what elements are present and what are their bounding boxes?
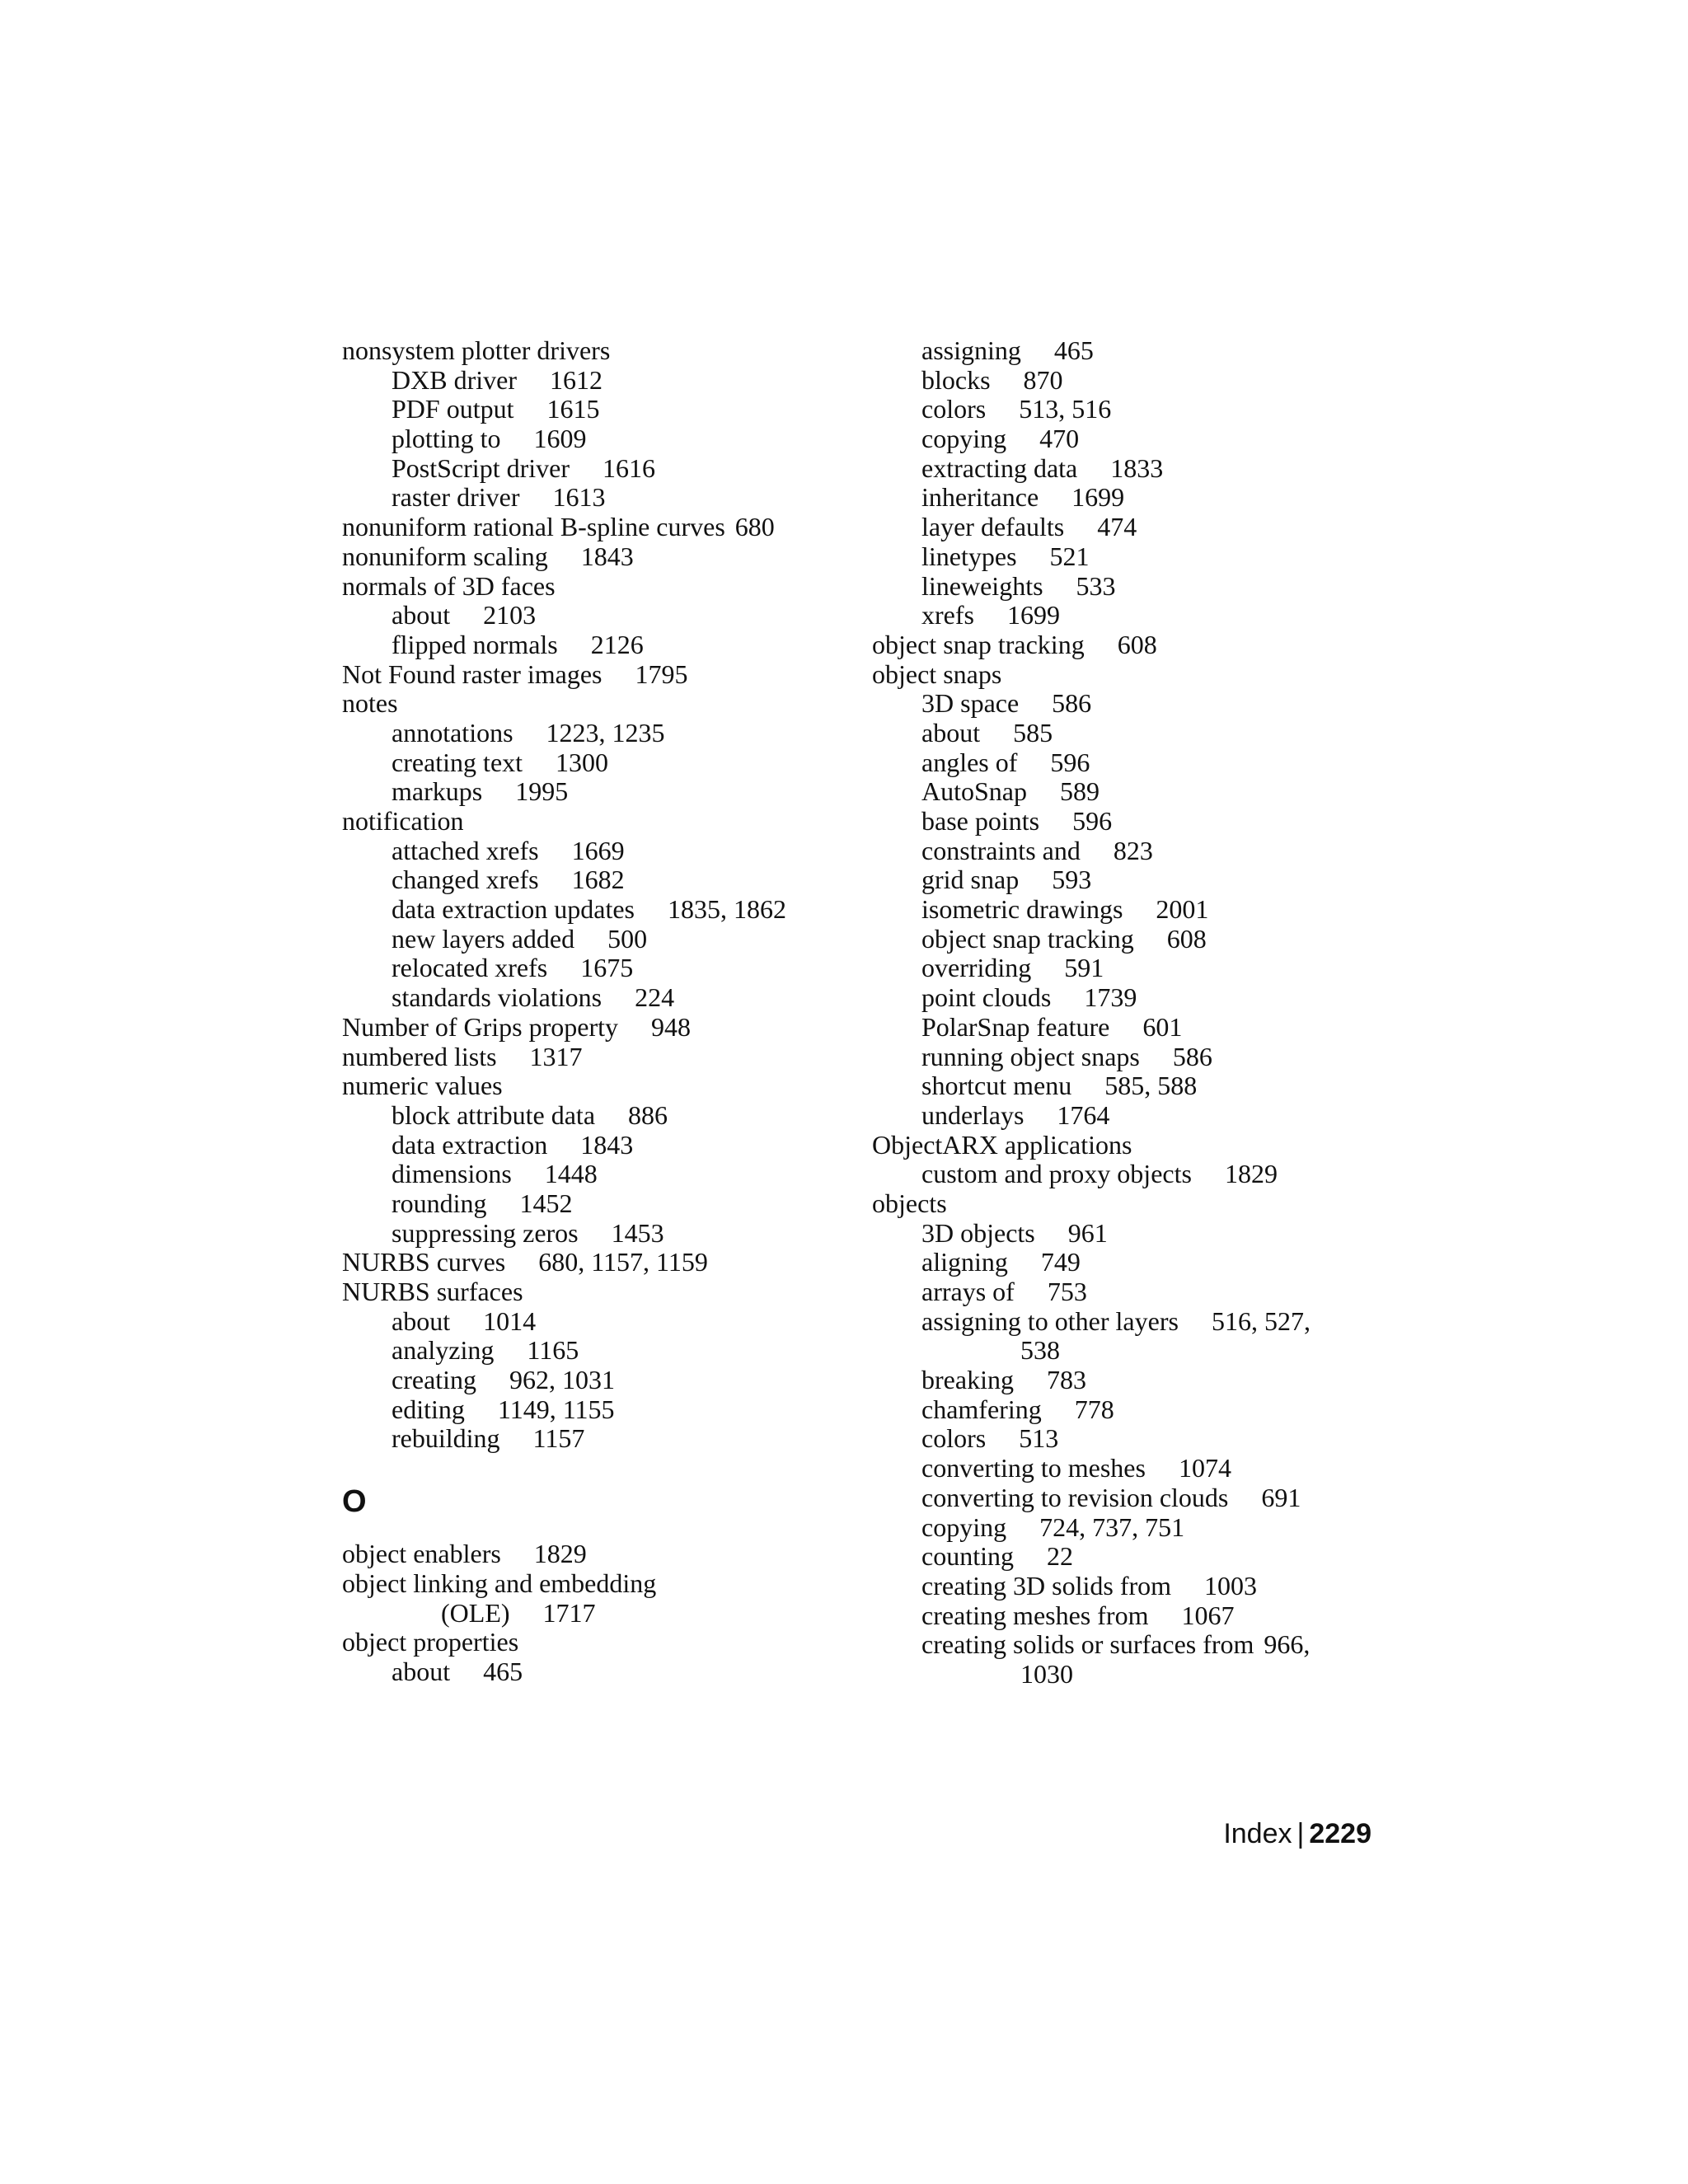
- index-term: annotations: [392, 717, 513, 748]
- index-term: about: [392, 1305, 451, 1336]
- index-page-refs: 2001: [1156, 894, 1209, 925]
- index-term: creating 3D solids from: [921, 1570, 1172, 1601]
- index-term: PolarSnap feature: [921, 1011, 1110, 1042]
- index-page-refs: 680, 1157, 1159: [538, 1247, 708, 1277]
- index-term: AutoSnap: [921, 776, 1027, 807]
- index-page-refs: 1843: [580, 1129, 634, 1160]
- index-page-refs: 596: [1050, 747, 1090, 777]
- index-subentry: [872, 1160, 1367, 1189]
- index-term: object snap tracking: [872, 629, 1085, 659]
- index-subentry: [342, 865, 853, 895]
- index-term: data extraction: [392, 1129, 548, 1160]
- index-term: NURBS curves: [342, 1247, 506, 1277]
- index-page-refs: 1615: [546, 394, 600, 424]
- index-subentry: [342, 454, 853, 484]
- index-page-refs: 680: [734, 512, 775, 542]
- index-page-refs: 465: [1053, 335, 1094, 365]
- index-page-refs: 1300: [556, 747, 609, 777]
- index-term: plotting to: [392, 424, 501, 454]
- index-page-refs: 1157: [532, 1423, 585, 1454]
- index-page-refs: 513: [1019, 1423, 1059, 1454]
- index-subentry: [342, 748, 853, 778]
- index-term: aligning: [921, 1247, 1008, 1277]
- index-page-refs: 465: [483, 1656, 523, 1686]
- index-term: extracting data: [921, 452, 1078, 483]
- index-entry: [342, 660, 853, 690]
- index-page-refs: 2126: [590, 629, 644, 659]
- index-term: numeric values: [342, 1071, 503, 1101]
- index-subentry: [342, 483, 853, 513]
- index-subentry: [342, 925, 853, 954]
- index-page-refs: 870: [1023, 364, 1063, 395]
- index-subentry: [872, 601, 1367, 630]
- index-page-refs: 1613: [552, 482, 606, 513]
- index-page-refs: 521: [1049, 541, 1090, 571]
- index-subentry: [872, 865, 1367, 895]
- index-page-refs: 1003: [1204, 1570, 1258, 1601]
- index-term: object snap tracking: [921, 923, 1134, 954]
- page-number: 2229: [1309, 1818, 1372, 1849]
- index-page-refs: 1609: [533, 424, 587, 454]
- index-page-refs: 608: [1166, 923, 1207, 954]
- index-term: DXB driver: [392, 364, 517, 395]
- index-term: PostScript driver: [392, 452, 570, 483]
- index-subentry: [872, 1424, 1367, 1454]
- index-subentry: [872, 1071, 1367, 1101]
- index-term: nonuniform scaling: [342, 541, 548, 571]
- index-subentry: [342, 630, 853, 660]
- index-term: linetypes: [921, 541, 1017, 571]
- index-term: nonsystem plotter drivers: [342, 335, 611, 365]
- index-page-refs: 1829: [1224, 1159, 1278, 1189]
- index-term: base points: [921, 806, 1040, 836]
- index-term: breaking: [921, 1365, 1014, 1395]
- index-page-refs: 724, 737, 751: [1039, 1511, 1185, 1542]
- index-term: relocated xrefs: [392, 953, 548, 983]
- index-term: custom and proxy objects: [921, 1159, 1192, 1189]
- index-subentry: [872, 983, 1367, 1013]
- index-subentry: [872, 1601, 1367, 1631]
- index-term: object enablers: [342, 1539, 501, 1569]
- index-term: normals of 3D faces: [342, 570, 556, 601]
- index-subentry: [872, 1013, 1367, 1043]
- index-page-refs: 1699: [1006, 600, 1060, 630]
- index-subentry: [872, 837, 1367, 866]
- index-subentry: [872, 719, 1367, 748]
- index-page-refs: 1448: [544, 1159, 598, 1189]
- index-subentry: [872, 925, 1367, 954]
- index-page-refs: 601: [1142, 1011, 1183, 1042]
- index-page-refs-continued: 1030: [1020, 1658, 1073, 1689]
- index-term: attached xrefs: [392, 835, 539, 865]
- index-term: suppressing zeros: [392, 1217, 579, 1248]
- index-page-refs: 961: [1067, 1217, 1108, 1248]
- index-page-refs: 1829: [533, 1539, 587, 1569]
- index-subentry: [872, 1277, 1367, 1307]
- index-column-right: [872, 336, 1367, 1690]
- index-term: converting to meshes: [921, 1453, 1146, 1483]
- index-page-refs: 783: [1046, 1365, 1086, 1395]
- index-subentry: [872, 1248, 1367, 1277]
- index-term: copying: [921, 1511, 1007, 1542]
- index-entry: [342, 336, 853, 366]
- index-subentry: [342, 1131, 853, 1160]
- index-page-refs: 513, 516: [1019, 394, 1112, 424]
- footer-separator: |: [1296, 1818, 1305, 1849]
- index-entry: [342, 1248, 853, 1277]
- index-term: object snaps: [872, 658, 1002, 689]
- index-subentry: [872, 336, 1367, 366]
- index-subentry: [342, 366, 853, 396]
- index-subentry: [342, 424, 853, 454]
- index-term: assigning to other layers: [921, 1305, 1179, 1336]
- index-page-refs: 586: [1052, 688, 1092, 719]
- index-page-refs: 1833: [1110, 452, 1164, 483]
- index-subentry: [342, 1424, 853, 1454]
- index-page-refs: 589: [1060, 776, 1100, 807]
- index-page-refs: 1717: [542, 1597, 596, 1628]
- index-term: objects: [872, 1188, 947, 1218]
- index-subentry: [872, 424, 1367, 454]
- index-entry: [342, 1569, 853, 1628]
- index-term: creating meshes from: [921, 1600, 1149, 1630]
- index-page-refs: 1317: [529, 1041, 583, 1071]
- index-term: analyzing: [392, 1335, 495, 1366]
- index-page-refs: 596: [1072, 806, 1113, 836]
- index-subentry: [342, 1101, 853, 1131]
- index-column-left: [342, 336, 853, 1687]
- index-term: NURBS surfaces: [342, 1277, 523, 1306]
- index-term: constraints and: [921, 835, 1081, 865]
- index-subentry: [872, 1366, 1367, 1395]
- index-term: running object snaps: [921, 1041, 1140, 1071]
- index-term: angles of: [921, 747, 1018, 777]
- index-subentry: [872, 1454, 1367, 1483]
- index-page-refs: 585: [1013, 717, 1053, 748]
- index-term: standards violations: [392, 982, 603, 1013]
- index-page-refs: 586: [1172, 1041, 1212, 1071]
- index-term: numbered lists: [342, 1041, 497, 1071]
- index-term: editing: [392, 1394, 465, 1424]
- index-term: PDF output: [392, 394, 514, 424]
- index-entry: [872, 1131, 1367, 1160]
- index-term: creating: [392, 1365, 477, 1395]
- index-term: markups: [392, 776, 483, 807]
- index-subentry: [872, 513, 1367, 542]
- index-term: nonuniform rational B-spline curves: [342, 512, 725, 542]
- index-subentry: [342, 895, 853, 925]
- index-page-refs: 22: [1046, 1541, 1073, 1572]
- index-subentry: [342, 395, 853, 424]
- index-subentry: [342, 837, 853, 866]
- index-page-refs: 1453: [611, 1217, 664, 1248]
- index-page-refs: 470: [1039, 424, 1080, 454]
- index-page-refs: 1995: [515, 776, 569, 807]
- index-term: 3D objects: [921, 1217, 1035, 1248]
- index-page-refs: 1165: [527, 1335, 579, 1366]
- index-subentry: [872, 454, 1367, 484]
- index-subentry: [342, 1395, 853, 1425]
- index-page-refs: 778: [1074, 1394, 1114, 1424]
- index-subentry: [872, 777, 1367, 807]
- index-entry: [342, 572, 853, 602]
- index-subentry: [872, 1101, 1367, 1131]
- index-subentry: [872, 572, 1367, 602]
- index-term: about: [392, 600, 451, 630]
- index-term: creating solids or surfaces from: [921, 1629, 1254, 1660]
- index-page-refs: 585, 588: [1104, 1071, 1198, 1101]
- index-entry: [872, 630, 1367, 660]
- index-page-refs: 749: [1040, 1247, 1081, 1277]
- footer-label: Index: [1223, 1818, 1292, 1849]
- index-page-refs: 1452: [519, 1188, 573, 1218]
- index-subentry: [342, 1307, 853, 1337]
- index-page-refs: 1014: [483, 1305, 537, 1336]
- page-footer: [1223, 1818, 1372, 1850]
- index-page-refs: 962, 1031: [509, 1365, 616, 1395]
- index-term: new layers added: [392, 923, 575, 954]
- index-entry: [872, 1189, 1367, 1219]
- index-term: data extraction updates: [392, 894, 635, 925]
- index-term: Number of Grips property: [342, 1011, 619, 1042]
- index-page-refs: 224: [635, 982, 675, 1013]
- index-term: flipped normals: [392, 629, 558, 659]
- index-term: about: [921, 717, 981, 748]
- index-term: raster driver: [392, 482, 520, 513]
- index-page-refs: 1067: [1181, 1600, 1235, 1630]
- index-term: underlays: [921, 1099, 1025, 1130]
- index-term: arrays of: [921, 1277, 1015, 1306]
- index-entry: [342, 542, 853, 572]
- index-page-refs: 1764: [1057, 1099, 1110, 1130]
- index-subentry: [872, 483, 1367, 513]
- index-term: point clouds: [921, 982, 1052, 1013]
- index-term: lineweights: [921, 570, 1043, 601]
- index-page-refs-continued: 538: [1020, 1335, 1060, 1366]
- index-term: converting to revision clouds: [921, 1482, 1229, 1512]
- index-term: shortcut menu: [921, 1071, 1072, 1101]
- index-subentry: [872, 1043, 1367, 1072]
- index-page-refs: 1616: [602, 452, 655, 483]
- index-term: colors: [921, 394, 987, 424]
- index-term: layer defaults: [921, 512, 1065, 542]
- index-term: object properties: [342, 1627, 519, 1657]
- index-term: copying: [921, 424, 1007, 454]
- index-subentry: [872, 689, 1367, 719]
- index-subentry: [872, 395, 1367, 424]
- index-subentry: [342, 1657, 853, 1687]
- index-page-refs: 593: [1052, 865, 1092, 895]
- index-page-refs: 1223, 1235: [546, 717, 665, 748]
- index-entry: [342, 1277, 853, 1307]
- index-page-refs: 474: [1097, 512, 1137, 542]
- index-term: object linking and embedding: [342, 1568, 657, 1598]
- index-subentry: [342, 1366, 853, 1395]
- index-term: changed xrefs: [392, 865, 539, 895]
- index-page-refs: 886: [628, 1099, 668, 1130]
- index-subentry: [872, 748, 1367, 778]
- index-subentry: [872, 954, 1367, 983]
- index-term: dimensions: [392, 1159, 512, 1189]
- index-term: blocks: [921, 364, 991, 395]
- index-subentry: [872, 1542, 1367, 1572]
- index-term: grid snap: [921, 865, 1020, 895]
- index-subentry: [872, 1307, 1367, 1366]
- index-term: rebuilding: [392, 1423, 500, 1454]
- index-subentry: [342, 719, 853, 748]
- index-page-refs: 753: [1047, 1277, 1087, 1306]
- index-entry: [342, 1540, 853, 1569]
- index-page-refs: 948: [651, 1011, 692, 1042]
- index-page-refs: 1682: [571, 865, 625, 895]
- index-term: xrefs: [921, 600, 974, 630]
- index-subentry: [872, 807, 1367, 837]
- index-subentry: [872, 1219, 1367, 1249]
- index-page-refs: 1074: [1178, 1453, 1231, 1483]
- index-term: about: [392, 1656, 451, 1686]
- index-page-refs: 591: [1064, 953, 1104, 983]
- index-page-refs: 516, 527,: [1211, 1305, 1311, 1336]
- index-term: colors: [921, 1423, 987, 1454]
- index-page-refs: 823: [1113, 835, 1153, 865]
- index-entry: [342, 513, 853, 542]
- index-page-refs: 966,: [1264, 1629, 1311, 1660]
- index-entry: [342, 1071, 853, 1101]
- index-page-refs: 1835, 1862: [667, 894, 786, 925]
- index-term-continued: (OLE): [441, 1597, 510, 1628]
- index-page-refs: 1675: [580, 953, 634, 983]
- index-term: block attribute data: [392, 1099, 596, 1130]
- index-subentry: [872, 1483, 1367, 1513]
- index-subentry: [342, 777, 853, 807]
- index-entry: [342, 1628, 853, 1657]
- index-term: rounding: [392, 1188, 487, 1218]
- index-subentry: [872, 366, 1367, 396]
- index-page-refs: 1843: [580, 541, 634, 571]
- index-term: creating text: [392, 747, 523, 777]
- index-entry: [342, 1043, 853, 1072]
- index-page-refs: 691: [1261, 1482, 1301, 1512]
- index-term: 3D space: [921, 688, 1020, 719]
- index-subentry: [872, 1395, 1367, 1425]
- index-page-refs: 1669: [571, 835, 625, 865]
- index-subentry: [872, 1513, 1367, 1543]
- index-page-refs: 500: [607, 923, 648, 954]
- index-term: Not Found raster images: [342, 658, 603, 689]
- index-entry: [342, 807, 853, 837]
- index-term: ObjectARX applications: [872, 1129, 1132, 1160]
- section-letter: O: [342, 1484, 367, 1520]
- index-subentry: [872, 895, 1367, 925]
- index-term: notes: [342, 688, 398, 719]
- index-page-refs: 1612: [549, 364, 603, 395]
- index-entry: [342, 1013, 853, 1043]
- index-term: assigning: [921, 335, 1021, 365]
- index-entry: [872, 660, 1367, 690]
- index-page-refs: 533: [1076, 570, 1116, 601]
- index-subentry: [342, 601, 853, 630]
- index-subentry: [342, 1336, 853, 1366]
- index-subentry: [872, 1630, 1367, 1689]
- index-term: notification: [342, 806, 464, 836]
- index-term: chamfering: [921, 1394, 1042, 1424]
- index-subentry: [342, 1189, 853, 1219]
- index-subentry: [342, 1160, 853, 1189]
- index-subentry: [872, 542, 1367, 572]
- index-entry: [342, 689, 853, 719]
- index-term: inheritance: [921, 482, 1039, 513]
- index-subentry: [342, 1219, 853, 1249]
- index-subentry: [342, 954, 853, 983]
- index-page-refs: 1699: [1071, 482, 1125, 513]
- index-page-refs: 1795: [635, 658, 688, 689]
- index-term: isometric drawings: [921, 894, 1123, 925]
- index-term: overriding: [921, 953, 1032, 983]
- index-page-refs: 2103: [483, 600, 537, 630]
- index-page-refs: 1149, 1155: [497, 1394, 615, 1424]
- index-page-refs: 608: [1117, 629, 1157, 659]
- index-term: counting: [921, 1541, 1014, 1572]
- index-page-refs: 1739: [1084, 982, 1137, 1013]
- index-subentry: [872, 1572, 1367, 1601]
- index-subentry: [342, 983, 853, 1013]
